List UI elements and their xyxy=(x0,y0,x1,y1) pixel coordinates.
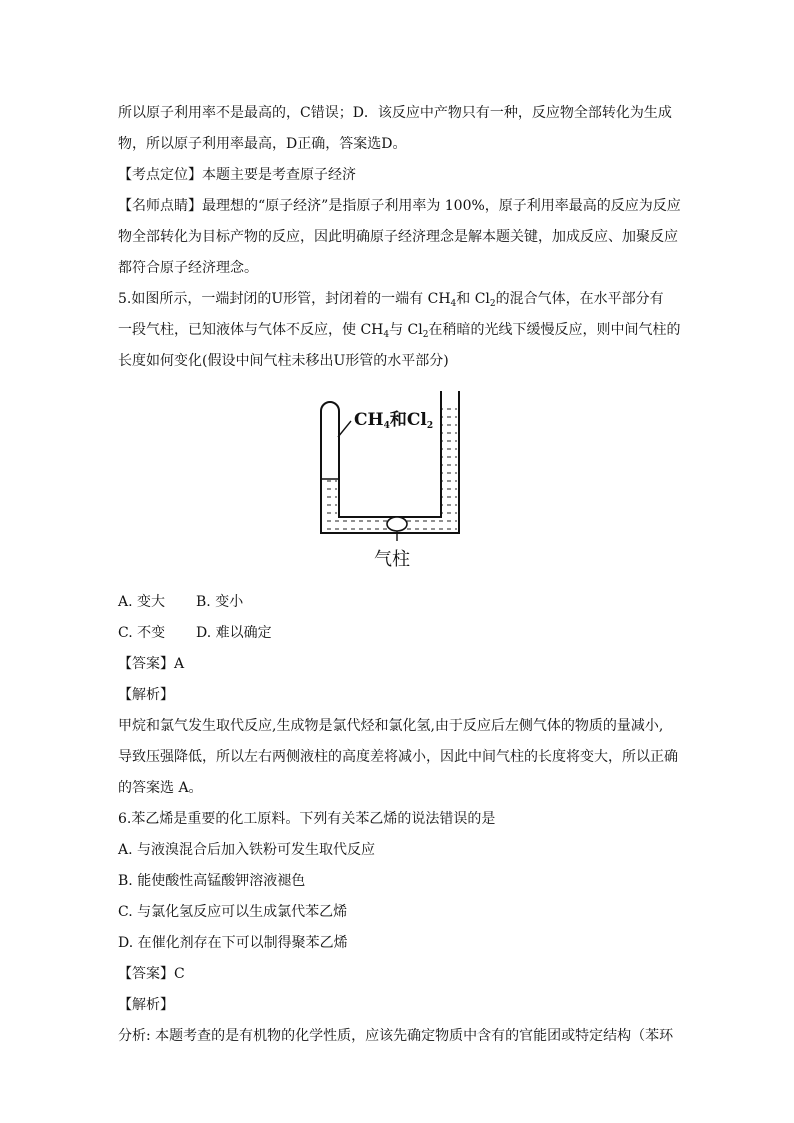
text-line: 物，所以原子利用率最高，D正确，答案选D。 xyxy=(118,136,407,152)
analysis-line: 导致压强降低，所以左右两侧液柱的高度差将减小，因此中间气柱的长度将变大，所以正确 xyxy=(118,749,678,765)
u-tube-figure xyxy=(118,381,678,587)
gas-mixture-label: $CH_4$和$Cl_2$ xyxy=(354,410,434,431)
option-d: D. 在催化剂存在下可以制得聚苯乙烯 xyxy=(118,935,348,951)
text-line: 都符合原子经济理念。 xyxy=(118,260,258,276)
analysis-line: 分析: 本题考查的是有机物的化学性质，应该先确定物质中含有的官能团或特定结构（苯环 xyxy=(118,1028,674,1044)
gas-column-label: 气柱 xyxy=(374,549,410,570)
question-5-options xyxy=(118,587,678,618)
question-5-options xyxy=(118,618,678,649)
analysis-line: 的答案选 A。 xyxy=(118,780,203,796)
option-b: B. 能使酸性高锰酸钾溶液褪色 xyxy=(118,873,306,889)
question-5-stem: 一段气柱，已知液体与气体不反应，使 $CH_4$与 $Cl_2$在稍暗的光线下缓慢反应，则中间气柱的 xyxy=(118,322,681,340)
kaodian-line: 【考点定位】本题主要是考查原子经济 xyxy=(118,167,356,183)
analysis-title: 【解析】 xyxy=(118,687,174,703)
text-line: 所以原子利用率不是最高的，C错误；D．该反应中产物只有一种，反应物全部转化为生成 xyxy=(118,105,672,121)
document-page xyxy=(118,98,681,1052)
option-b: B. 变小 xyxy=(196,594,244,610)
gas-column-bubble xyxy=(387,517,407,531)
analysis-title: 【解析】 xyxy=(118,997,174,1013)
question-6-stem: 6.苯乙烯是重要的化工原料。下列有关苯乙烯的说法错误的是 xyxy=(118,811,496,827)
option-a: A. 与液溴混合后加入铁粉可发生取代反应 xyxy=(118,842,376,858)
option-c: C. 不变 xyxy=(118,625,166,641)
answer-line: 【答案】C xyxy=(118,966,185,982)
question-5-stem: 5.如图所示，一端封闭的U形管，封闭着的一端有 $CH_4$和 $Cl_2$的混合气体，在水平部分有 xyxy=(118,291,664,309)
text-line: 物全部转化为目标产物的反应，因此明确原子经济理念是解本题关键，加成反应、加聚反应 xyxy=(118,229,678,245)
option-d: D. 难以确定 xyxy=(196,625,272,641)
option-a: A. 变大 xyxy=(118,594,166,610)
mingshi-line: 【名师点睛】最理想的“原子经济”是指原子利用率为 100%，原子利用率最高的反应为反应 xyxy=(118,198,681,214)
option-c: C. 与氯化氢反应可以生成氯代苯乙烯 xyxy=(118,904,348,920)
answer-line: 【答案】A xyxy=(118,656,185,672)
question-5-stem: 长度如何变化(假设中间气柱未移出U形管的水平部分) xyxy=(118,353,449,369)
analysis-line: 甲烷和氯气发生取代反应,生成物是氯代烃和氯化氢,由于反应后左侧气体的物质的量减小, xyxy=(118,718,664,734)
